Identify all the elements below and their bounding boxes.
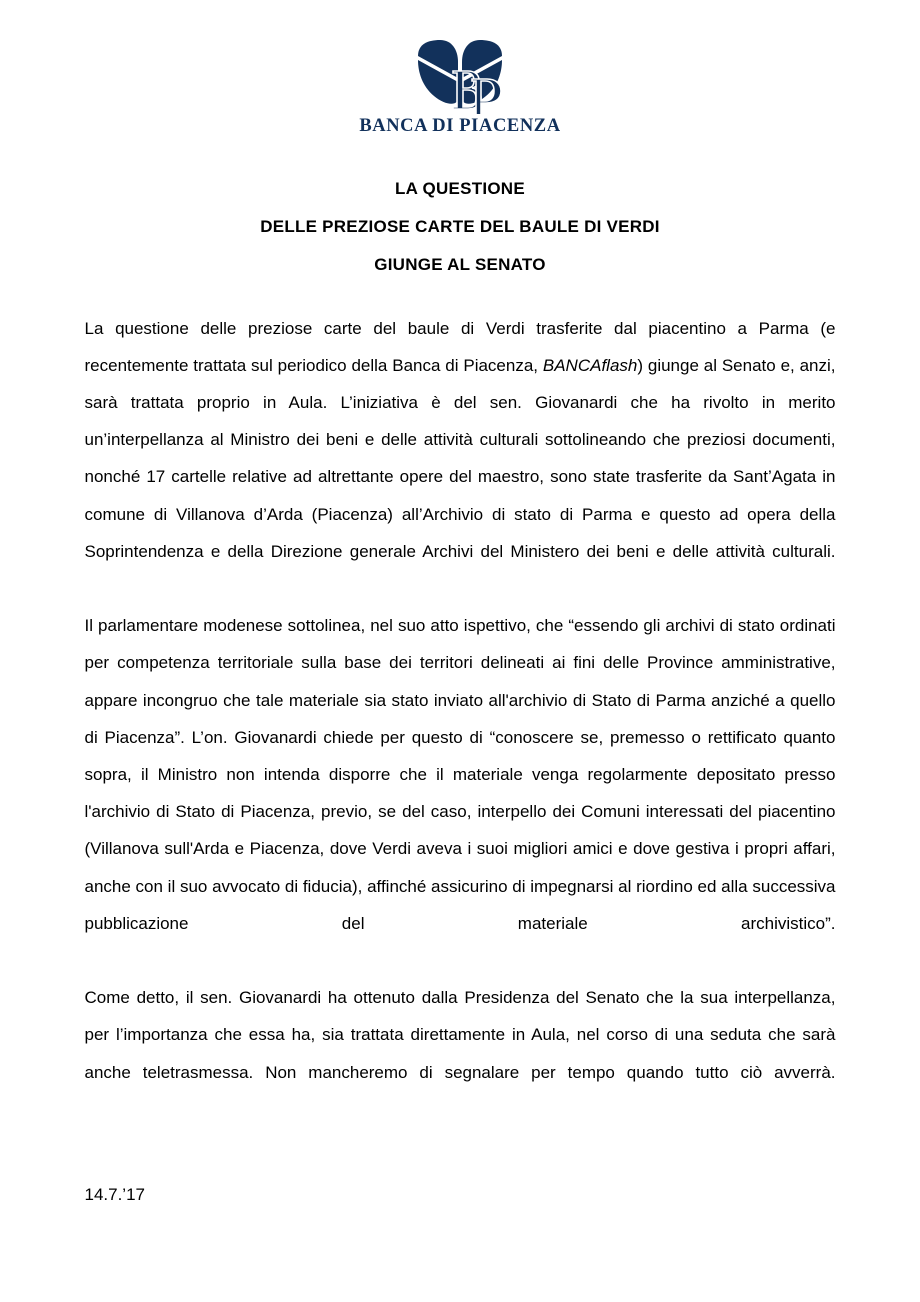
paragraph-1	[85, 310, 836, 608]
title-line-1: LA QUESTIONE	[395, 178, 525, 198]
paragraph-1-text-a: La questione delle preziose carte del baule di Verdi trasferite dal piacentino a Parma (e recentemente trattata sul periodico della Banca di Piacenza,	[84, 318, 836, 375]
paragraph-3: Come detto, il sen. Giovanardi ha ottenuto dalla Presidenza del Senato che la sua interpellanza, per l’importanza che essa ha, sia trattata direttamente in Aula, nel corso di una seduta che sarà anche teletrasmessa. Non mancheremo di segnalare per tempo quando tutto ciò avverrà.	[84, 988, 836, 1082]
paragraph-1-text-b: ) giunge al Senato e, anzi, sarà trattata proprio in Aula. L’iniziativa è del sen. Giovanardi che ha rivolto in merito un’interpellanza al Ministro dei beni e delle attività culturali sottolineando che preziosi documenti, nonché 17 cartelle relative ad altrettante opere del maestro, sono state trasferite da Sant’Agata in comune di Villanova d’Arda (Piacenza) all’Archivio di stato di Parma e questo ad opera della Soprintendenza e della Direzione generale Archivi del Ministero dei beni e delle attività culturali.	[84, 355, 836, 561]
bancaflash-title: BANCAflash	[542, 355, 638, 375]
article-body	[85, 284, 836, 1128]
bp-monogram-icon	[412, 38, 508, 114]
paragraph-2: Il parlamentare modenese sottolinea, nel suo atto ispettivo, che “essendo gli archivi di stato ordinati per competenza territoriale sulla base dei territori delineati ai fini delle Province amministrative, appare incongruo che tale materiale sia stato inviato all'archivio di Stato di Parma anziché a quello di Piacenza”. L’on. Giovanardi chiede per questo di “conoscere se, premesso o rettificato quanto sopra, il Ministro non intenda disporre che il materiale venga regolarmente depositato presso l'archivio di Stato di Piacenza, previo, se del caso, interpello dei Comuni interessati del piacentino (Villanova sull'Arda e Piacenza, dove Verdi aveva i suoi migliori amici e dove gestiva i propri affari, anche con il suo avvocato di fiducia), affinché assicurino di impegnarsi al riordino ed alla successiva pubblicazione del materiale archivistico”.	[84, 616, 836, 933]
title-line-3: GIUNGE AL SENATO	[374, 254, 546, 274]
bank-logo	[359, 38, 561, 136]
document-title	[0, 170, 920, 284]
document-date: 14.7.’17	[84, 1184, 145, 1204]
letterhead	[0, 0, 920, 136]
bank-wordmark: BANCA DI PIACENZA	[359, 116, 561, 136]
title-line-2: DELLE PREZIOSE CARTE DEL BAULE DI VERDI	[260, 216, 660, 236]
